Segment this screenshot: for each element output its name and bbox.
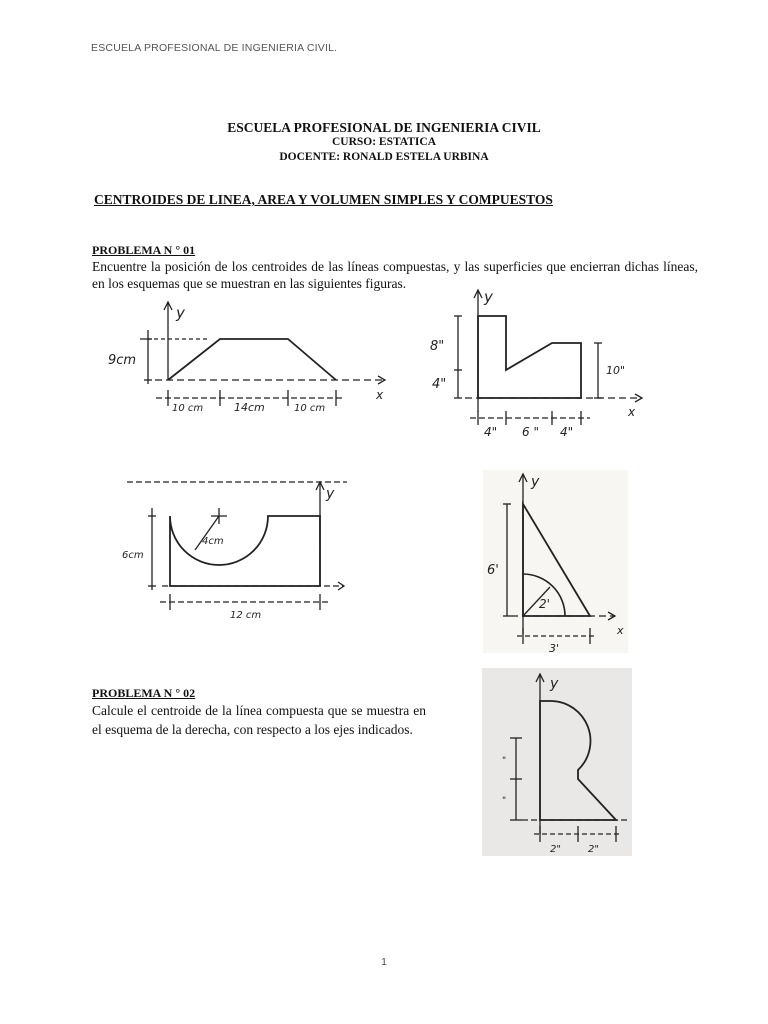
school-heading: ESCUELA PROFESIONAL DE INGENIERIA CIVIL [227,120,541,135]
height-label: 6' [487,563,499,578]
height-label: 9cm [108,353,137,368]
width-label: 12 cm [230,610,262,621]
dim-label: " [502,756,507,766]
problem-1-text: Encuentre la posición de los centroides de las líneas compuestas, y las superficies que encierran dichas líneas, en los esquemas que se muestran en las siguientes figuras. [92,259,698,291]
dim-label: 4" [432,377,447,392]
page-number: 1 [381,957,387,968]
y-axis-label: y [176,304,185,322]
problem-2-text: Calcule el centroide de la línea compuesta que se muestra en el esquema de la derecha, con respecto a los ejes indicados. [92,703,426,737]
x-axis-label: x [617,624,624,637]
figure-composite-line [482,668,632,856]
x-axis-label: x [376,388,384,402]
dim-label: " [502,796,507,806]
figure-triangle-arc [483,470,643,655]
problem-1-title: PROBLEMA N ° 01 [92,243,196,257]
radius-label: 2' [539,597,550,611]
x-axis-label: x [628,405,636,419]
dim-label: 10 cm [172,403,204,414]
dim-label: 2" [588,844,599,855]
dim-label: 10 cm [294,403,326,414]
radius-label: 4cm [202,536,224,547]
y-axis-label: y [484,288,493,306]
width-label: 3' [549,642,560,655]
course-heading: CURSO: ESTATICA [331,136,437,148]
dim-label: 14cm [234,401,265,414]
figure-trapezoid [100,296,400,426]
dim-label: 2" [550,844,561,855]
figure-l-shape [420,284,660,444]
y-axis-label: y [550,676,559,692]
y-axis-label: y [531,474,540,490]
dim-label: 4" [484,425,498,439]
dim-label: 4" [560,425,574,439]
dim-label: 6 " [522,425,539,439]
y-axis-label: y [326,486,335,502]
teacher-heading: DOCENTE: RONALD ESTELA URBINA [279,151,489,163]
running-header: ESCUELA PROFESIONAL DE INGENIERIA CIVIL. [91,42,338,54]
height-label: 6cm [122,550,144,561]
problem-2-title: PROBLEMA N ° 02 [92,686,196,700]
figure-semicircle-cut [122,478,362,628]
dim-label: 8" [430,339,445,354]
dim-label: 10" [606,364,626,377]
main-title: CENTROIDES DE LINEA, AREA Y VOLUMEN SIMPLES Y COMPUESTOS [94,192,553,207]
